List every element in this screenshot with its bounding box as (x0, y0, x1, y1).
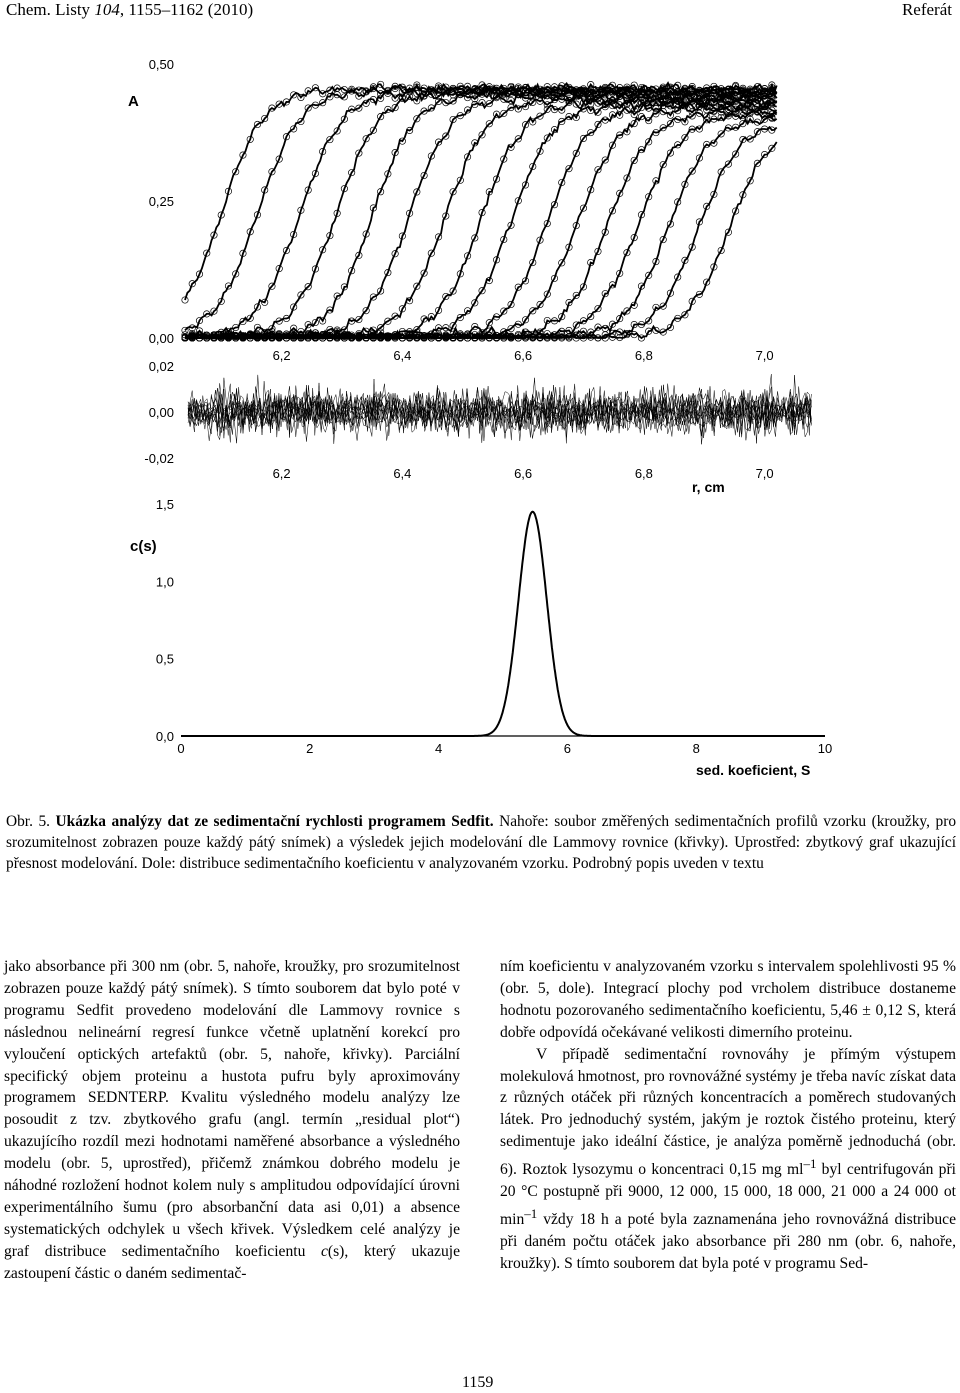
left-paragraph-1 (4, 956, 460, 1285)
right-paragraph-1: ním koeficientu v analyzovaném vzorku s intervalem spolehlivosti 95 % (obr. 5, dole). Integrací plochy pod vrcholem distribuce dostaneme hodnotu pozorovaného sedimentačního koeficientu, 5,46 ± 0,12 S, která dobře odpovídá očekávané velikosti dimerního proteinu. (500, 958, 956, 1041)
journal-name: Chem. Listy (6, 0, 95, 19)
top-panel (128, 57, 777, 363)
profile-curve (185, 89, 777, 338)
section-header: Referát (901, 0, 952, 19)
journal-volume: 104 (94, 0, 120, 19)
x-tick-label: 7,0 (755, 466, 774, 481)
right-text-c: vždy 18 h a poté byla zaznamenána jeho rovnovážná distribuce při daném počtu otáček jako absorbance při 280 nm (obr. 6, nahoře, kroužky). S tímto souborem dat byla poté v programu Sed- (500, 1211, 956, 1273)
y-tick-label: 0,00 (148, 331, 174, 346)
right-text-a: V případě sedimentační rovnováhy je přímým výstupem molekulová hmotnost, pro rovnovážné systémy je třeba navíc získat data z různých otáček při různých koncentracích a poměrech studovaných látek. Pro jednoduchý systém, jakým je roztok čistého proteinu, který sedimentuje jako ideální částice, je analýza poměrně jednoduchá (obr. 6). Roztok lysozymu o koncentraci 0,15 mg ml (500, 1045, 956, 1179)
caption-body: Nahoře: soubor změřených sedimentačních profilů vzorku (kroužky, pro srozumitelnost zobrazen pouze každý pátý snímek) a výsledek jejich modelování dle Lammovy rovnice (křivky). Uprostřed: zbytkový graf ukazující přesnost modelování. Dole: distribuce sedimentačního koeficientu v analyzovaném vzorku. Podrobný popis uveden v textu (6, 813, 957, 872)
profile-curve (185, 117, 777, 338)
x-tick-label: 7,0 (755, 348, 774, 363)
x-tick-label: 6,6 (514, 466, 533, 481)
profile-curve (185, 127, 777, 338)
right-text-b: byl centrifugován při 20 °C postupně při 9000, 12 000, 15 000, 18 000, 21 000 a 24 000 ot min (500, 1161, 956, 1229)
x-tick-label: 6 (563, 741, 572, 756)
y-tick-label: 0,00 (148, 405, 174, 420)
profile-curve (185, 108, 777, 339)
journal-header (6, 0, 253, 20)
x-tick-label: 6,4 (393, 466, 412, 481)
x-tick-label: 6,2 (272, 348, 291, 363)
y-tick-label: 0,5 (155, 651, 174, 667)
caption-prefix: Obr. 5. (6, 813, 56, 830)
right-column (500, 956, 956, 1275)
right-paragraph-2 (500, 1044, 956, 1275)
x-axis-label: r, cm (692, 479, 725, 495)
page-number: 1159 (462, 1374, 494, 1391)
middle-panel (144, 359, 811, 495)
x-tick-label: 6,8 (634, 466, 653, 481)
y-tick-label: 1,5 (155, 497, 174, 512)
x-tick-label: 6,8 (634, 348, 653, 363)
figure-caption (6, 811, 956, 874)
profile-curve (185, 87, 777, 339)
x-tick-label: 8 (692, 741, 700, 756)
x-tick-label: 2 (306, 741, 314, 756)
y-tick-label: 0,02 (148, 359, 174, 374)
x-tick-label: 10 (817, 741, 833, 756)
profile-curve (185, 142, 777, 338)
caption-title: Ukázka analýzy dat ze sedimentační rychlosti programem Sedfit. (55, 813, 494, 830)
x-tick-label: 6,4 (393, 348, 412, 363)
x-tick-label: 6,6 (514, 348, 533, 363)
bottom-panel (130, 497, 832, 778)
left-column (4, 956, 460, 1285)
y-axis-label: c(s) (130, 538, 157, 555)
x-tick-label: 4 (434, 741, 443, 756)
figure-5 (0, 40, 960, 785)
profile-curve (185, 111, 777, 339)
superscript: –1 (524, 1206, 538, 1222)
y-tick-label: 0,50 (148, 57, 174, 72)
x-axis-label: sed. koeficient, S (696, 762, 811, 778)
left-text-italic: c (321, 1242, 328, 1260)
y-tick-label: 0,0 (155, 729, 174, 744)
distribution-curve (181, 512, 825, 736)
left-text-b: (s), který ukazuje zastoupení částic o daném sedimentač- (4, 1242, 460, 1282)
left-text-a: jako absorbance při 300 nm (obr. 5, nahoře, kroužky, pro srozumitelnost zobrazen pouze každý pátý snímek). S tímto souborem dat bylo poté v programu Sedfit provedeno modelování dle Lammovy rovnice s následnou nelineární regresí funkce včetně uplatnění korekcí pro vyloučení optických artefaktů (obr. 5, nahoře, křivky). Parciální specifický objem proteinu a hustota pufru byly aproximovány programem SEDNTERP. Kvalitu výsledného modelu analýzy lze posoudit z tzv. zbytkového grafu (angl. termín „residual plot“) ukazujícího rozdíl mezi hodnotami naměřené absorbance a výsledného modelu (obr. 5, uprostřed), přičemž známkou dobrého modelu je náhodné rozložení hodnot kolem nuly s amplitudou odpovídající úrovni experimentálního šumu (pro absorbanční data asi 0,01) a absence systematických odchylek u všech křivek. Výsledkem celé analýzy je graf distribuce sedimentačního koeficientu (4, 958, 460, 1260)
x-tick-label: 6,2 (272, 466, 291, 481)
y-tick-label: 0,25 (148, 194, 174, 209)
profile-curve (185, 105, 777, 338)
x-tick-label: 0 (177, 741, 185, 756)
y-tick-label: 1,0 (155, 574, 174, 590)
journal-pages: , 1155–1162 (2010) (119, 0, 254, 19)
y-axis-label: A (128, 93, 139, 110)
superscript: –1 (803, 1156, 817, 1172)
y-tick-label: -0,02 (144, 451, 174, 466)
